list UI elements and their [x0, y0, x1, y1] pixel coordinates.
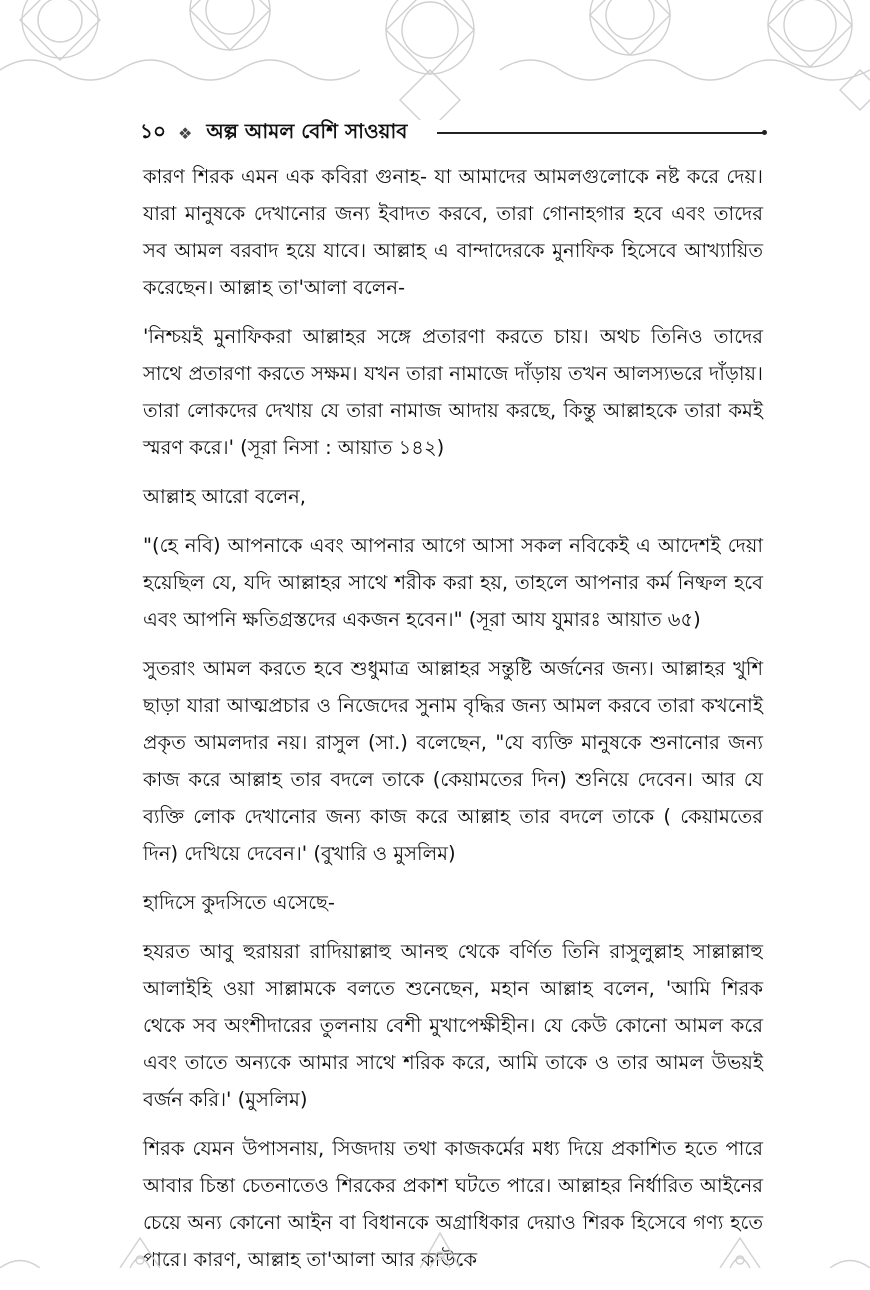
- four-diamond-ornament-icon: ❖: [177, 123, 193, 143]
- body-paragraph: সুতরাং আমল করতে হবে শুধুমাত্র আল্লাহর সন্তুষ্টি অর্জনের জন্য। আল্লাহর খুশি ছাড়া যারা আত্মপ্রচার ও নিজেদের সুনাম বৃদ্ধির জন্য আমল করবে তারা কখনোই প্রকৃত আমলদার নয়। রাসুল (সা.) বলেছেন, "যে ব্যক্তি মানুষকে শুনানোর জন্য কাজ করে আল্লাহ তার বদলে তাকে (কেয়ামতের দিন) শুনিয়ে দেবেন। আর যে ব্যক্তি লোক দেখানোর জন্য কাজ করে আল্লাহ তার বদলে তাকে ( কেয়ামতের দিন) দেখিয়ে দেবেন।' (বুখারি ও মুসলিম): [143, 657, 763, 865]
- book-title: অল্প আমল বেশি সাওয়াব: [206, 118, 408, 143]
- body-paragraph: কারণ শিরক এমন এক কবিরা গুনাহ- যা আমাদের আমলগুলোকে নষ্ট করে দেয়। যারা মানুষকে দেখানোর জন্য ইবাদত করবে, তারা গোনাহগার হবে এবং তাদের সব আমল বরবাদ হয়ে যাবে। আল্লাহ এ বান্দাদেরকে মুনাফিক হিসেবে আখ্যায়িত করেছেন। আল্লাহ তা'আলা বলেন-: [143, 165, 763, 299]
- body-paragraph: শিরক যেমন উপাসনায়, সিজদায় তথা কাজকর্মের মধ্য দিয়ে প্রকাশিত হতে পারে আবার চিন্তা চেতনাতেও শিরকের প্রকাশ ঘটতে পারে। আল্লাহর নির্ধারিত আইনের চেয়ে অন্য কোনো আইন বা বিধানকে অগ্রাধিকার দেয়াও শিরক হিসেবে গণ্য হতে পারে। কারণ, আল্লাহ তা'আলা আর কাউকে: [143, 1137, 763, 1271]
- body-paragraph: আল্লাহ আরো বলেন,: [143, 485, 306, 508]
- header-rule: [437, 132, 765, 134]
- page-number: ১০: [140, 118, 166, 143]
- page-body: [143, 158, 763, 1290]
- quran-quote: "(হে নবি) আপনাকে এবং আপনার আগে আসা সকল নবিকেই এ আদেশই দেয়া হয়েছিল যে, যদি আল্লাহর সাথে শরীক করা হয়, তাহলে আপনার কর্ম নিষ্ফল হবে এবং আপনি ক্ষতিগ্রস্তদের একজন হবেন।" (সূরা আয যুমারঃ আয়াত ৬৫): [143, 534, 763, 631]
- running-header: [140, 116, 765, 150]
- hadith-paragraph: হযরত আবু হুরায়রা রাদিয়াল্লাহু আনহু থেকে বর্ণিত তিনি রাসুলুল্লাহ সাল্লাল্লাহু আলাইহি ওয়া সাল্লামকে বলতে শুনেছেন, মহান আল্লাহ বলেন, 'আমি শিরক থেকে সব অংশীদারের তুলনায় বেশী মুখাপেক্ষীহীন। যে কেউ কোনো আমল করে এবং তাতে অন্যকে আমার সাথে শরিক করে, আমি তাকে ও তার আমল উভয়ই বর্জন করি।' (মুসলিম): [143, 940, 763, 1111]
- body-paragraph: হাদিসে কুদসিতে এসেছে-: [143, 891, 335, 914]
- quran-quote: 'নিশ্চয়ই মুনাফিকরা আল্লাহর সঙ্গে প্রতারণা করতে চায়। অথচ তিনিও তাদের সাথে প্রতারণা করতে সক্ষম। যখন তারা নামাজে দাঁড়ায় তখন আলস্যভরে দাঁড়ায়। তারা লোকদের দেখায় যে তারা নামাজ আদায় করছে, কিন্তু আল্লাহকে তারা কমই স্মরণ করে।' (সূরা নিসা : আয়াত ১৪২): [143, 325, 763, 459]
- top-ornament-pattern: [0, 0, 870, 120]
